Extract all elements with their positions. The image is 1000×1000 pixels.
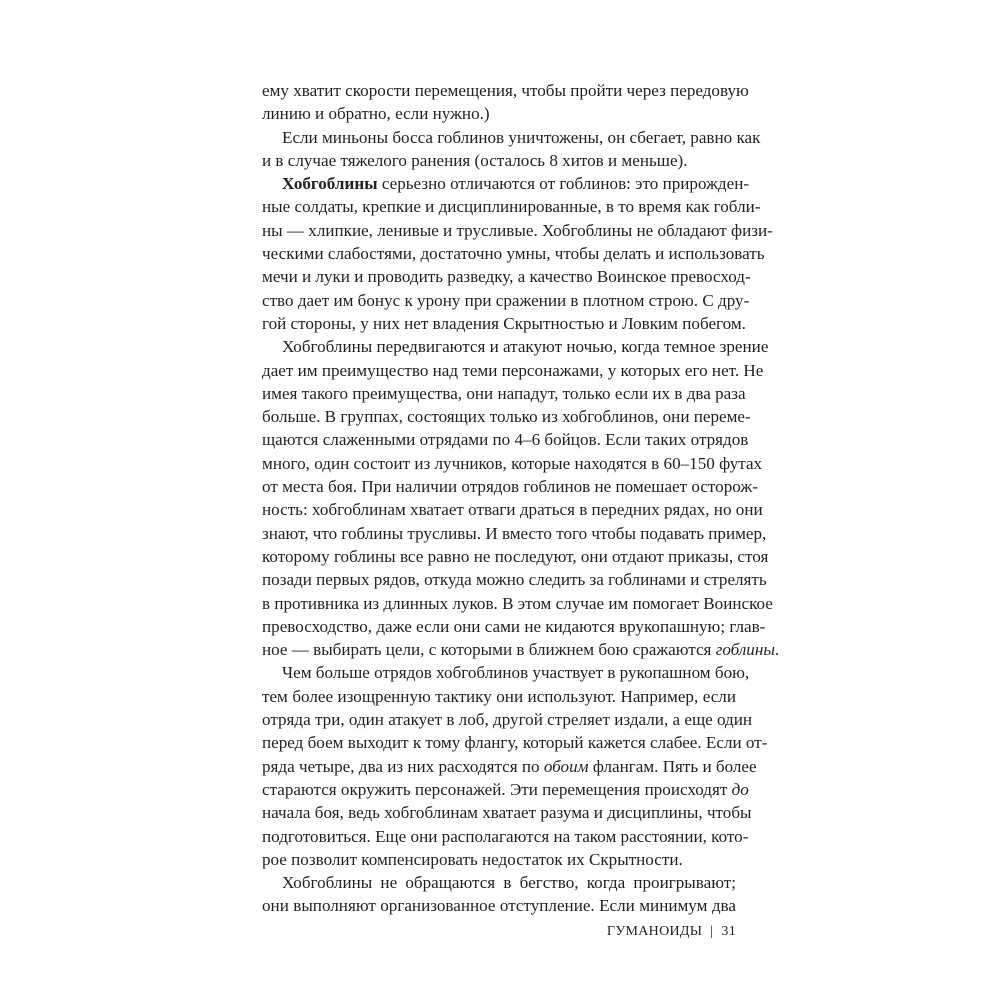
text-line: превосходство, даже если они сами не кидаются врукопашную; глав- xyxy=(262,616,766,636)
text-line: щаются слаженными отрядами по 4–6 бойцов. Если таких отрядов xyxy=(262,430,749,450)
text-line xyxy=(262,172,750,195)
italic-term: до xyxy=(731,779,749,799)
text-line: мечи и луки и проводить разведку, а качество Воинское превосход- xyxy=(262,267,751,287)
text-line: позади первых рядов, откуда можно следить за гоблинами и стрелять xyxy=(262,570,767,590)
italic-term: гоблины xyxy=(715,640,775,660)
text-line: линию и обратно, если нужно.) xyxy=(262,104,490,124)
text-line: Хобгоблины передвигаются и атакуют ночью, когда темное зрение xyxy=(282,337,769,357)
text-line: дает им преимущество над теми персонажами, у которых его нет. Не xyxy=(262,360,764,380)
text-line: ные солдаты, крепкие и дисциплинированные, в то время как гобли- xyxy=(262,197,761,217)
text-line xyxy=(262,778,749,801)
italic-term: обоим xyxy=(543,756,589,776)
text-line: которому гоблины все равно не последуют, они отдают приказы, стоя xyxy=(262,546,769,566)
text-line: Хобгоблины не обращаются в бегство, когда проигрывают; xyxy=(282,873,736,893)
text-line: начала боя, ведь хобгоблинам хватает разума и дисциплины, чтобы xyxy=(262,803,752,823)
paragraph-6 xyxy=(262,871,736,918)
paragraph-4 xyxy=(262,335,780,661)
text-span: . xyxy=(774,640,780,660)
text-line: ческими слабостями, достаточно умны, чтобы делать и использовать xyxy=(262,244,765,264)
text-line: ство дает им бонус к урону при сражении в плотном строю. С дру- xyxy=(262,290,750,310)
text-line: Чем больше отрядов хобгоблинов участвует в рукопашном бою, xyxy=(282,663,750,683)
text-line: гой стороны, у них нет владения Скрытностью и Ловким побегом. xyxy=(262,313,746,333)
text-span: ное — выбирать цели, с которыми в ближнем бою сражаются xyxy=(262,640,716,660)
text-line: и в случае тяжелого ранения (осталось 8 хитов и меньше). xyxy=(262,150,688,170)
text-line: больше. В группах, состоящих только из хобгоблинов, они переме- xyxy=(262,407,751,427)
text-line: ему хватит скорости перемещения, чтобы пройти через передовую xyxy=(262,81,749,100)
text-line: подготовиться. Еще они располагаются на таком расстоянии, кото- xyxy=(262,826,749,846)
paragraph-5 xyxy=(262,661,768,871)
footer-separator: | xyxy=(710,924,714,939)
text-line: много, один состоит из лучников, которые находятся в 60–150 футах xyxy=(262,453,763,473)
page-number: 31 xyxy=(721,924,736,939)
text-line: перед боем выходит к тому флангу, который кажется слабее. Если от- xyxy=(262,733,768,753)
body-text xyxy=(262,79,780,918)
paragraph-2 xyxy=(262,126,761,173)
text-span: стараются окружить персонажей. Эти перемещения происходят xyxy=(262,779,732,799)
page-footer xyxy=(607,924,736,940)
text-span: ряда четыре, два из них расходятся по xyxy=(262,756,544,776)
bold-term: Хобгоблины xyxy=(282,174,378,194)
text-line xyxy=(262,638,780,661)
text-line: отряда три, один атакует в лоб, другой стреляет издали, а еще один xyxy=(262,710,753,730)
text-line xyxy=(262,755,757,778)
paragraph-1 xyxy=(262,79,749,126)
text-line: тем более изощренную тактику они используют. Например, если xyxy=(262,686,736,706)
text-line: ны — хлипкие, ленивые и трусливые. Хобгоблины не обладают физи- xyxy=(262,220,773,240)
text-line: знают, что гоблины трусливы. И вместо того чтобы подавать пример, xyxy=(262,523,767,543)
text-line: в противника из длинных луков. В этом случае им помогает Воинское xyxy=(262,593,773,613)
running-head: ГУМАНОИДЫ xyxy=(606,924,703,939)
text-line: Если миньоны босса гоблинов уничтожены, он сбегает, равно как xyxy=(282,127,761,147)
text-span: серьезно отличаются от гоблинов: это прирожден- xyxy=(377,174,750,194)
text-line: рое позволит компенсировать недостаток их Скрытности. xyxy=(262,849,683,869)
text-span: флангам. Пять и более xyxy=(588,756,757,776)
text-line: ность: хобгоблинам хватает отваги драться в передних рядах, но они xyxy=(262,500,763,520)
text-line: они выполняют организованное отступление. Если минимум два xyxy=(262,896,736,916)
text-line: имея такого преимущества, они нападут, только если их в два раза xyxy=(262,383,746,403)
paragraph-3 xyxy=(262,172,773,335)
text-line: от места боя. При наличии отрядов гоблинов не помешает осторож- xyxy=(262,477,758,497)
